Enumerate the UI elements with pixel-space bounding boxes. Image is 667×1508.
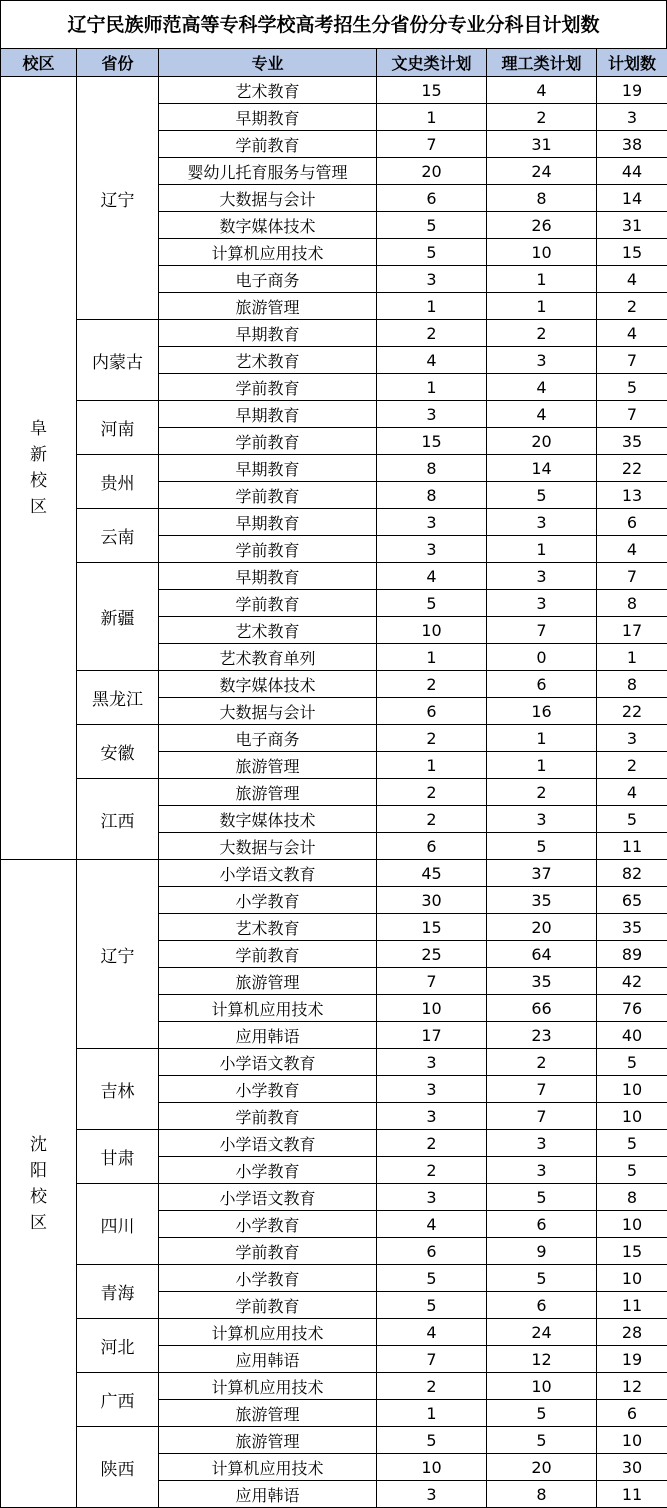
liberal-arts-plan-cell: 45 (377, 860, 487, 887)
major-cell: 计算机应用技术 (159, 239, 377, 266)
total-plan-cell: 30 (597, 1454, 667, 1481)
total-plan-cell: 8 (597, 1184, 667, 1211)
province-cell: 安徽 (77, 725, 159, 779)
major-cell: 学前教育 (159, 374, 377, 401)
major-cell: 小学语文教育 (159, 860, 377, 887)
major-cell: 学前教育 (159, 131, 377, 158)
science-plan-cell: 64 (487, 941, 597, 968)
science-plan-cell: 16 (487, 698, 597, 725)
major-cell: 数字媒体技术 (159, 806, 377, 833)
major-cell: 电子商务 (159, 725, 377, 752)
table-row (1, 671, 667, 698)
province-cell: 四川 (77, 1184, 159, 1265)
science-plan-cell: 5 (487, 1427, 597, 1454)
table-row (1, 1184, 667, 1211)
header-science-plan: 理工类计划 (487, 49, 597, 77)
liberal-arts-plan-cell: 3 (377, 1481, 487, 1508)
total-plan-cell: 35 (597, 428, 667, 455)
total-plan-cell: 6 (597, 509, 667, 536)
liberal-arts-plan-cell: 1 (377, 293, 487, 320)
science-plan-cell: 4 (487, 401, 597, 428)
science-plan-cell: 35 (487, 968, 597, 995)
total-plan-cell: 15 (597, 239, 667, 266)
science-plan-cell: 4 (487, 77, 597, 104)
major-cell: 艺术教育 (159, 77, 377, 104)
major-cell: 艺术教育单列 (159, 644, 377, 671)
major-cell: 旅游管理 (159, 968, 377, 995)
total-plan-cell: 5 (597, 806, 667, 833)
province-cell: 青海 (77, 1265, 159, 1319)
total-plan-cell: 12 (597, 1373, 667, 1400)
major-cell: 小学教育 (159, 1211, 377, 1238)
science-plan-cell: 10 (487, 1373, 597, 1400)
liberal-arts-plan-cell: 20 (377, 158, 487, 185)
province-cell: 河北 (77, 1319, 159, 1373)
header-total-plan: 计划数 (597, 49, 667, 77)
science-plan-cell: 5 (487, 1184, 597, 1211)
science-plan-cell: 2 (487, 320, 597, 347)
liberal-arts-plan-cell: 2 (377, 779, 487, 806)
total-plan-cell: 4 (597, 536, 667, 563)
science-plan-cell: 1 (487, 752, 597, 779)
science-plan-cell: 6 (487, 671, 597, 698)
total-plan-cell: 5 (597, 1157, 667, 1184)
province-cell: 新疆 (77, 563, 159, 671)
total-plan-cell: 7 (597, 563, 667, 590)
liberal-arts-plan-cell: 2 (377, 320, 487, 347)
table-row (1, 1265, 667, 1292)
table-row (1, 1427, 667, 1454)
liberal-arts-plan-cell: 5 (377, 239, 487, 266)
science-plan-cell: 3 (487, 347, 597, 374)
major-cell: 学前教育 (159, 536, 377, 563)
total-plan-cell: 13 (597, 482, 667, 509)
major-cell: 小学语文教育 (159, 1130, 377, 1157)
science-plan-cell: 2 (487, 779, 597, 806)
table-row (1, 1049, 667, 1076)
total-plan-cell: 8 (597, 590, 667, 617)
liberal-arts-plan-cell: 5 (377, 590, 487, 617)
liberal-arts-plan-cell: 5 (377, 1265, 487, 1292)
total-plan-cell: 10 (597, 1211, 667, 1238)
total-plan-cell: 8 (597, 671, 667, 698)
major-cell: 小学教育 (159, 1076, 377, 1103)
table-row (1, 1319, 667, 1346)
campus-name: 阜新校区 (30, 419, 47, 517)
total-plan-cell: 3 (597, 725, 667, 752)
liberal-arts-plan-cell: 1 (377, 644, 487, 671)
science-plan-cell: 8 (487, 185, 597, 212)
total-plan-cell: 19 (597, 77, 667, 104)
total-plan-cell: 2 (597, 752, 667, 779)
liberal-arts-plan-cell: 6 (377, 185, 487, 212)
science-plan-cell: 3 (487, 509, 597, 536)
total-plan-cell: 22 (597, 455, 667, 482)
science-plan-cell: 4 (487, 374, 597, 401)
science-plan-cell: 37 (487, 860, 597, 887)
major-cell: 大数据与会计 (159, 833, 377, 860)
total-plan-cell: 44 (597, 158, 667, 185)
table-row (1, 401, 667, 428)
science-plan-cell: 20 (487, 428, 597, 455)
total-plan-cell: 5 (597, 374, 667, 401)
major-cell: 学前教育 (159, 941, 377, 968)
total-plan-cell: 42 (597, 968, 667, 995)
liberal-arts-plan-cell: 10 (377, 617, 487, 644)
major-cell: 旅游管理 (159, 752, 377, 779)
header-major: 专业 (159, 49, 377, 77)
science-plan-cell: 35 (487, 887, 597, 914)
liberal-arts-plan-cell: 6 (377, 1238, 487, 1265)
table-row (1, 779, 667, 806)
major-cell: 大数据与会计 (159, 698, 377, 725)
major-cell: 小学教育 (159, 887, 377, 914)
total-plan-cell: 40 (597, 1022, 667, 1049)
major-cell: 学前教育 (159, 590, 377, 617)
major-cell: 计算机应用技术 (159, 995, 377, 1022)
science-plan-cell: 12 (487, 1346, 597, 1373)
table-row (1, 77, 667, 104)
science-plan-cell: 7 (487, 617, 597, 644)
total-plan-cell: 7 (597, 401, 667, 428)
liberal-arts-plan-cell: 17 (377, 1022, 487, 1049)
total-plan-cell: 2 (597, 293, 667, 320)
total-plan-cell: 10 (597, 1076, 667, 1103)
liberal-arts-plan-cell: 7 (377, 968, 487, 995)
total-plan-cell: 14 (597, 185, 667, 212)
major-cell: 计算机应用技术 (159, 1319, 377, 1346)
major-cell: 计算机应用技术 (159, 1373, 377, 1400)
science-plan-cell: 0 (487, 644, 597, 671)
science-plan-cell: 5 (487, 1400, 597, 1427)
science-plan-cell: 24 (487, 1319, 597, 1346)
science-plan-cell: 5 (487, 482, 597, 509)
campus-cell (1, 860, 77, 1508)
major-cell: 学前教育 (159, 1238, 377, 1265)
science-plan-cell: 7 (487, 1076, 597, 1103)
major-cell: 电子商务 (159, 266, 377, 293)
total-plan-cell: 5 (597, 1049, 667, 1076)
liberal-arts-plan-cell: 2 (377, 671, 487, 698)
major-cell: 应用韩语 (159, 1346, 377, 1373)
header-province: 省份 (77, 49, 159, 77)
science-plan-cell: 66 (487, 995, 597, 1022)
total-plan-cell: 11 (597, 1292, 667, 1319)
major-cell: 旅游管理 (159, 293, 377, 320)
province-cell: 江西 (77, 779, 159, 860)
total-plan-cell: 17 (597, 617, 667, 644)
liberal-arts-plan-cell: 1 (377, 752, 487, 779)
liberal-arts-plan-cell: 4 (377, 1211, 487, 1238)
liberal-arts-plan-cell: 30 (377, 887, 487, 914)
liberal-arts-plan-cell: 6 (377, 698, 487, 725)
table-body (1, 77, 667, 1508)
liberal-arts-plan-cell: 8 (377, 455, 487, 482)
science-plan-cell: 6 (487, 1292, 597, 1319)
science-plan-cell: 3 (487, 1157, 597, 1184)
enrollment-plan-table (0, 48, 667, 1508)
science-plan-cell: 2 (487, 104, 597, 131)
table-row (1, 455, 667, 482)
liberal-arts-plan-cell: 1 (377, 1400, 487, 1427)
major-cell: 早期教育 (159, 455, 377, 482)
total-plan-cell: 19 (597, 1346, 667, 1373)
province-cell: 辽宁 (77, 77, 159, 320)
science-plan-cell: 14 (487, 455, 597, 482)
science-plan-cell: 23 (487, 1022, 597, 1049)
total-plan-cell: 3 (597, 104, 667, 131)
liberal-arts-plan-cell: 2 (377, 1130, 487, 1157)
science-plan-cell: 3 (487, 806, 597, 833)
major-cell: 艺术教育 (159, 617, 377, 644)
total-plan-cell: 82 (597, 860, 667, 887)
table-row (1, 1130, 667, 1157)
total-plan-cell: 76 (597, 995, 667, 1022)
header-campus: 校区 (1, 49, 77, 77)
major-cell: 早期教育 (159, 401, 377, 428)
total-plan-cell: 5 (597, 1130, 667, 1157)
table-row (1, 860, 667, 887)
science-plan-cell: 6 (487, 1211, 597, 1238)
major-cell: 小学教育 (159, 1265, 377, 1292)
total-plan-cell: 6 (597, 1400, 667, 1427)
liberal-arts-plan-cell: 1 (377, 374, 487, 401)
major-cell: 数字媒体技术 (159, 212, 377, 239)
total-plan-cell: 28 (597, 1319, 667, 1346)
total-plan-cell: 10 (597, 1265, 667, 1292)
liberal-arts-plan-cell: 3 (377, 509, 487, 536)
liberal-arts-plan-cell: 3 (377, 1076, 487, 1103)
liberal-arts-plan-cell: 5 (377, 1427, 487, 1454)
table-row (1, 320, 667, 347)
province-cell: 贵州 (77, 455, 159, 509)
major-cell: 旅游管理 (159, 1427, 377, 1454)
major-cell: 旅游管理 (159, 1400, 377, 1427)
total-plan-cell: 10 (597, 1103, 667, 1130)
total-plan-cell: 1 (597, 644, 667, 671)
science-plan-cell: 8 (487, 1481, 597, 1508)
liberal-arts-plan-cell: 3 (377, 266, 487, 293)
major-cell: 学前教育 (159, 1292, 377, 1319)
liberal-arts-plan-cell: 7 (377, 1346, 487, 1373)
liberal-arts-plan-cell: 10 (377, 1454, 487, 1481)
total-plan-cell: 11 (597, 833, 667, 860)
major-cell: 大数据与会计 (159, 185, 377, 212)
province-cell: 广西 (77, 1373, 159, 1427)
science-plan-cell: 5 (487, 1265, 597, 1292)
major-cell: 婴幼儿托育服务与管理 (159, 158, 377, 185)
science-plan-cell: 5 (487, 833, 597, 860)
liberal-arts-plan-cell: 3 (377, 536, 487, 563)
province-cell: 内蒙古 (77, 320, 159, 401)
science-plan-cell: 20 (487, 914, 597, 941)
campus-cell (1, 77, 77, 860)
table-row (1, 1373, 667, 1400)
liberal-arts-plan-cell: 10 (377, 995, 487, 1022)
liberal-arts-plan-cell: 3 (377, 1049, 487, 1076)
total-plan-cell: 38 (597, 131, 667, 158)
header-liberal-arts-plan: 文史类计划 (377, 49, 487, 77)
total-plan-cell: 4 (597, 320, 667, 347)
total-plan-cell: 35 (597, 914, 667, 941)
liberal-arts-plan-cell: 25 (377, 941, 487, 968)
table-title: 辽宁民族师范高等专科学校高考招生分省份分专业分科目计划数 (0, 0, 667, 48)
liberal-arts-plan-cell: 5 (377, 1292, 487, 1319)
province-cell: 河南 (77, 401, 159, 455)
liberal-arts-plan-cell: 2 (377, 1157, 487, 1184)
science-plan-cell: 3 (487, 590, 597, 617)
science-plan-cell: 3 (487, 563, 597, 590)
major-cell: 旅游管理 (159, 779, 377, 806)
science-plan-cell: 3 (487, 1130, 597, 1157)
major-cell: 应用韩语 (159, 1022, 377, 1049)
science-plan-cell: 1 (487, 725, 597, 752)
liberal-arts-plan-cell: 2 (377, 725, 487, 752)
science-plan-cell: 2 (487, 1049, 597, 1076)
liberal-arts-plan-cell: 15 (377, 428, 487, 455)
liberal-arts-plan-cell: 4 (377, 347, 487, 374)
liberal-arts-plan-cell: 3 (377, 1103, 487, 1130)
major-cell: 学前教育 (159, 482, 377, 509)
science-plan-cell: 1 (487, 536, 597, 563)
major-cell: 早期教育 (159, 563, 377, 590)
liberal-arts-plan-cell: 2 (377, 1373, 487, 1400)
liberal-arts-plan-cell: 6 (377, 833, 487, 860)
province-cell: 陕西 (77, 1427, 159, 1508)
science-plan-cell: 1 (487, 293, 597, 320)
total-plan-cell: 89 (597, 941, 667, 968)
liberal-arts-plan-cell: 3 (377, 401, 487, 428)
total-plan-cell: 10 (597, 1427, 667, 1454)
total-plan-cell: 31 (597, 212, 667, 239)
major-cell: 小学语文教育 (159, 1049, 377, 1076)
major-cell: 学前教育 (159, 428, 377, 455)
science-plan-cell: 9 (487, 1238, 597, 1265)
major-cell: 小学教育 (159, 1157, 377, 1184)
major-cell: 艺术教育 (159, 914, 377, 941)
liberal-arts-plan-cell: 4 (377, 563, 487, 590)
liberal-arts-plan-cell: 5 (377, 212, 487, 239)
total-plan-cell: 7 (597, 347, 667, 374)
major-cell: 早期教育 (159, 509, 377, 536)
province-cell: 甘肃 (77, 1130, 159, 1184)
total-plan-cell: 11 (597, 1481, 667, 1508)
province-cell: 黑龙江 (77, 671, 159, 725)
liberal-arts-plan-cell: 2 (377, 806, 487, 833)
liberal-arts-plan-cell: 1 (377, 104, 487, 131)
science-plan-cell: 1 (487, 266, 597, 293)
major-cell: 小学语文教育 (159, 1184, 377, 1211)
liberal-arts-plan-cell: 7 (377, 131, 487, 158)
liberal-arts-plan-cell: 15 (377, 77, 487, 104)
major-cell: 计算机应用技术 (159, 1454, 377, 1481)
total-plan-cell: 4 (597, 779, 667, 806)
liberal-arts-plan-cell: 15 (377, 914, 487, 941)
province-cell: 吉林 (77, 1049, 159, 1130)
science-plan-cell: 24 (487, 158, 597, 185)
total-plan-cell: 22 (597, 698, 667, 725)
liberal-arts-plan-cell: 3 (377, 1184, 487, 1211)
table-row (1, 563, 667, 590)
province-cell: 云南 (77, 509, 159, 563)
province-cell: 辽宁 (77, 860, 159, 1049)
table-row (1, 509, 667, 536)
science-plan-cell: 20 (487, 1454, 597, 1481)
total-plan-cell: 4 (597, 266, 667, 293)
major-cell: 数字媒体技术 (159, 671, 377, 698)
header-row (1, 49, 667, 77)
major-cell: 学前教育 (159, 1103, 377, 1130)
table-row (1, 725, 667, 752)
science-plan-cell: 26 (487, 212, 597, 239)
science-plan-cell: 10 (487, 239, 597, 266)
campus-name: 沈阳校区 (30, 1134, 47, 1233)
total-plan-cell: 65 (597, 887, 667, 914)
science-plan-cell: 31 (487, 131, 597, 158)
major-cell: 早期教育 (159, 104, 377, 131)
liberal-arts-plan-cell: 8 (377, 482, 487, 509)
major-cell: 艺术教育 (159, 347, 377, 374)
liberal-arts-plan-cell: 4 (377, 1319, 487, 1346)
total-plan-cell: 15 (597, 1238, 667, 1265)
major-cell: 应用韩语 (159, 1481, 377, 1508)
science-plan-cell: 7 (487, 1103, 597, 1130)
major-cell: 早期教育 (159, 320, 377, 347)
